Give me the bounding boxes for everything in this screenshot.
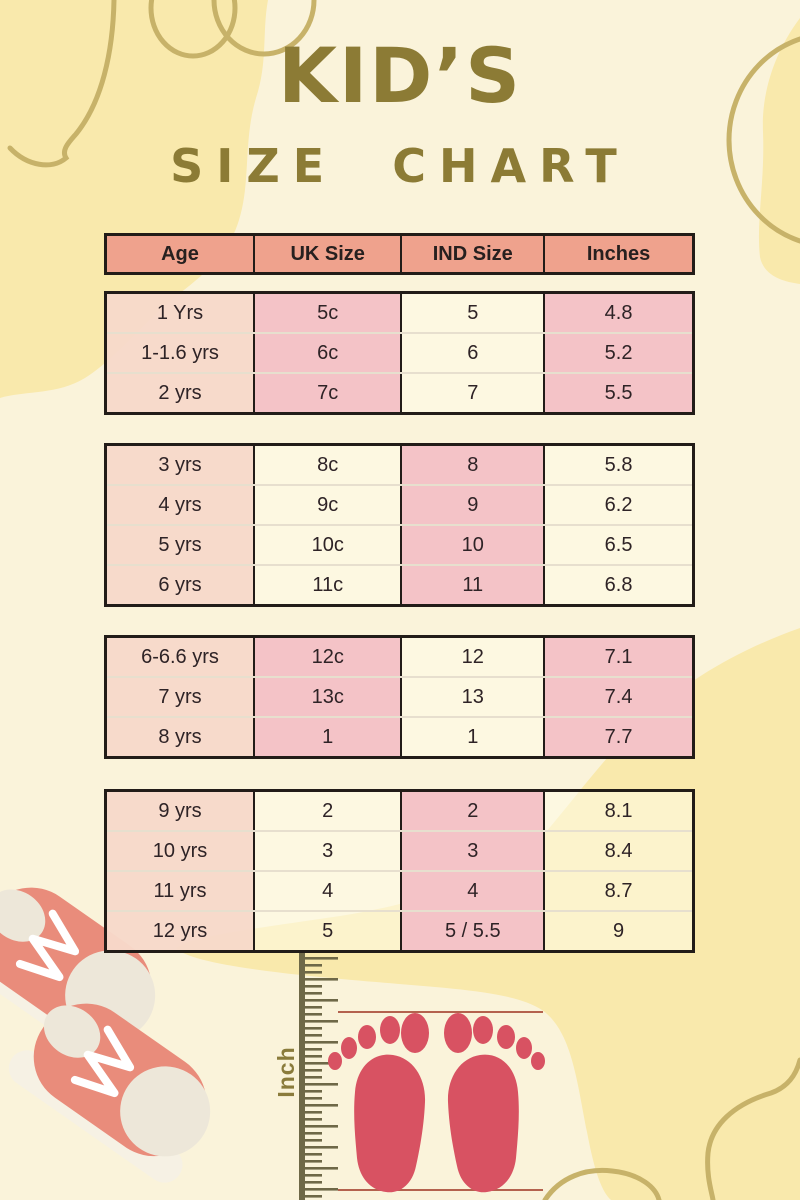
table-cell: 8.1 — [545, 792, 692, 830]
page-subtitle: SIZE CHART — [170, 139, 630, 193]
table-row — [107, 870, 692, 910]
table-cell: 3 yrs — [107, 446, 255, 484]
table-cell: 6.2 — [545, 486, 692, 524]
table-row — [107, 524, 692, 564]
table-row — [107, 792, 692, 830]
table-cell: 1 — [255, 718, 402, 756]
table-cell: 11 — [402, 566, 545, 604]
table-cell: 7c — [255, 374, 402, 412]
table-cell: 10 yrs — [107, 832, 255, 870]
table-cell: 8 — [402, 446, 545, 484]
table-cell: 6.5 — [545, 526, 692, 564]
table-row — [107, 830, 692, 870]
table-row — [107, 484, 692, 524]
page-title: KID’S — [278, 31, 522, 120]
table-cell: 10c — [255, 526, 402, 564]
table-cell: 4 — [402, 872, 545, 910]
table-cell: 3 — [255, 832, 402, 870]
table-row — [107, 638, 692, 676]
table-cell: 5.2 — [545, 334, 692, 372]
table-cell: 4 yrs — [107, 486, 255, 524]
table-cell: 2 — [402, 792, 545, 830]
size-table-group-2 — [104, 443, 695, 607]
table-row — [107, 910, 692, 950]
footprints-graphic — [328, 1012, 545, 1192]
table-row — [107, 716, 692, 756]
table-cell: 4 — [255, 872, 402, 910]
table-cell: 6 — [402, 334, 545, 372]
table-cell: 6c — [255, 334, 402, 372]
table-cell: 7.7 — [545, 718, 692, 756]
table-cell: 7.1 — [545, 638, 692, 676]
table-header-row — [104, 233, 695, 275]
table-cell: 11c — [255, 566, 402, 604]
table-cell: 7 — [402, 374, 545, 412]
table-cell: 5.5 — [545, 374, 692, 412]
table-cell: 3 — [402, 832, 545, 870]
table-cell: 6 yrs — [107, 566, 255, 604]
table-cell: 5.8 — [545, 446, 692, 484]
table-cell: 8.7 — [545, 872, 692, 910]
table-cell: 9 yrs — [107, 792, 255, 830]
header-inches: Inches — [586, 242, 651, 265]
table-cell: 12 — [402, 638, 545, 676]
table-row — [107, 564, 692, 604]
ruler-graphic — [299, 953, 338, 1200]
table-row — [107, 332, 692, 372]
table-cell: 5 yrs — [107, 526, 255, 564]
table-row — [107, 676, 692, 716]
table-cell: 2 yrs — [107, 374, 255, 412]
table-cell: 12c — [255, 638, 402, 676]
table-row — [107, 294, 692, 332]
table-cell: 7 yrs — [107, 678, 255, 716]
table-cell: 5 — [402, 294, 545, 332]
table-cell: 9 — [545, 912, 692, 950]
table-cell: 8.4 — [545, 832, 692, 870]
right-footprint-icon — [444, 1013, 545, 1192]
table-cell: 12 yrs — [107, 912, 255, 950]
table-cell: 1 — [402, 718, 545, 756]
table-cell: 13c — [255, 678, 402, 716]
header-uk-size: UK Size — [255, 236, 402, 272]
table-cell: 2 — [255, 792, 402, 830]
size-table-group-4 — [104, 789, 695, 953]
table-cell: 13 — [402, 678, 545, 716]
table-cell: 8 yrs — [107, 718, 255, 756]
table-cell: 5 — [255, 912, 402, 950]
table-cell: 4.8 — [545, 294, 692, 332]
table-cell: 5 / 5.5 — [402, 912, 545, 950]
table-cell: 8c — [255, 446, 402, 484]
table-cell: 7.4 — [545, 678, 692, 716]
size-table-group-3 — [104, 635, 695, 759]
size-table-group-1 — [104, 291, 695, 415]
table-cell: 11 yrs — [107, 872, 255, 910]
table-cell: 6-6.6 yrs — [107, 638, 255, 676]
table-cell: 1-1.6 yrs — [107, 334, 255, 372]
header-ind-size: IND Size — [402, 236, 545, 272]
table-cell: 9 — [402, 486, 545, 524]
table-cell: 1 Yrs — [107, 294, 255, 332]
left-footprint-icon — [328, 1013, 429, 1192]
table-row — [107, 372, 692, 412]
table-cell: 10 — [402, 526, 545, 564]
table-cell: 9c — [255, 486, 402, 524]
table-row — [107, 446, 692, 484]
table-cell: 5c — [255, 294, 402, 332]
ruler-inch-label: Inch — [272, 1046, 299, 1098]
table-cell: 6.8 — [545, 566, 692, 604]
header-age: Age — [107, 236, 255, 272]
